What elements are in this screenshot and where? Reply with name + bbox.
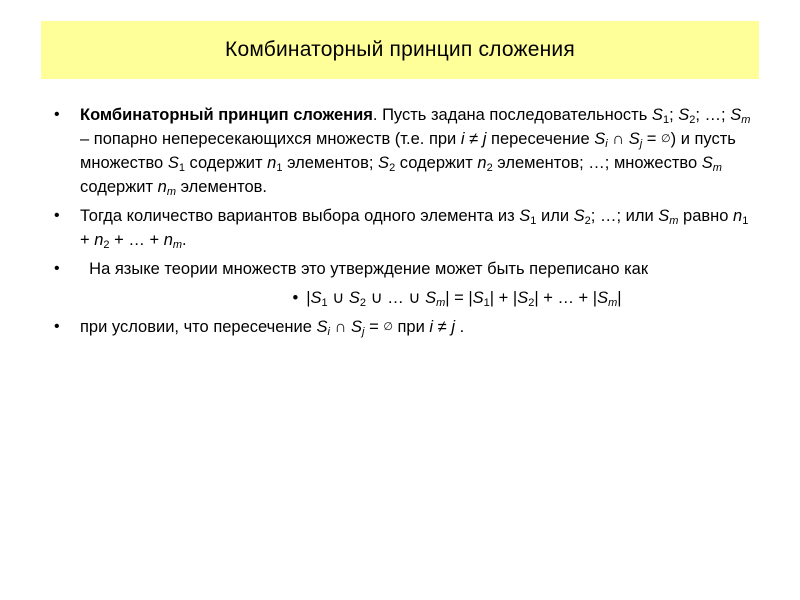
bullet-glyph: •	[54, 207, 60, 224]
bullet-glyph: •	[292, 289, 299, 307]
bullet-set-theory: • На языке теории множеств это утверждение может быть переписано как	[52, 257, 752, 281]
union-formula: • $|S_1$ ∪ $S_2$ ∪ … ∪ $S_m| = |S_1| + |S_2|$ + … + $|S_m|$	[292, 289, 622, 309]
slide-title: Комбинаторный принцип сложения	[225, 38, 575, 61]
bullet-definition: • Комбинаторный принцип сложения. Пусть задана последовательность $S_1$; $S_2$; …; $S_m$ – попарно непересекающихся множеств (т.е. при i ≠ j пересечение $S_i$ ∩ $S_j$ = ∅) и пусть множество $S_1$ содержит $n_1$ элементов; $S_2$ содержит $n_2$ элементов; …; множество $S_m$ содержит $n_m$ элементов.	[52, 103, 752, 199]
title-banner	[41, 21, 759, 79]
bullet-glyph: •	[54, 318, 60, 335]
bullet-glyph: •	[54, 106, 60, 123]
bullet-conclusion: • Тогда количество вариантов выбора одного элемента из $S_1$ или $S_2$; …; или $S_m$ равно $n_1 + n_2$ + … + $n_m$.	[52, 204, 752, 252]
slide-content	[52, 103, 752, 344]
definition-lead: Комбинаторный принцип сложения	[80, 106, 373, 124]
bullet-condition: • при условии, что пересечение $S_i$ ∩ $S_j$ = ∅ при i ≠ j .	[52, 315, 752, 339]
empty-set-symbol: ∅	[383, 321, 393, 333]
bullet-glyph: •	[54, 260, 60, 277]
empty-set-symbol: ∅	[661, 133, 671, 145]
